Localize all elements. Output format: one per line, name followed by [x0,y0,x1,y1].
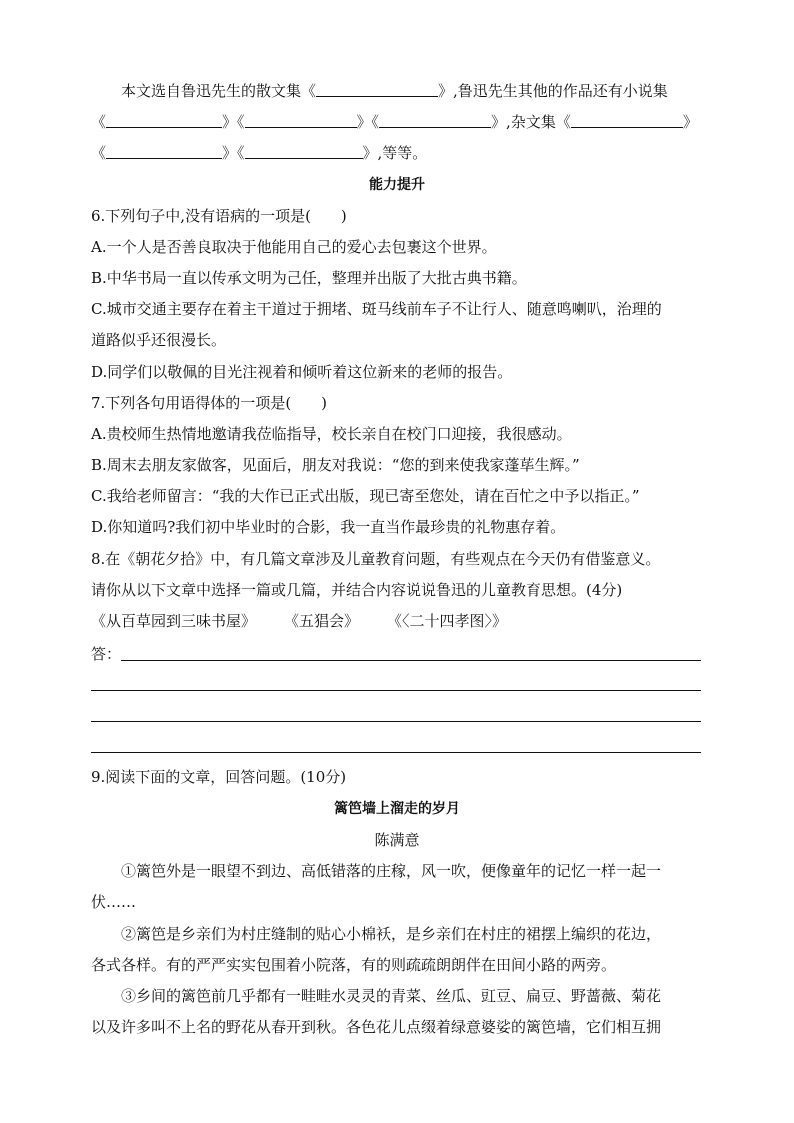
q6-option-d[interactable]: D.同学们以敬佩的目光注视着和倾听着这位新来的老师的报告。 [91,363,513,381]
intro-text: 》 [682,113,698,131]
blank-essay-1[interactable] [571,113,683,128]
intro-line-3 [91,143,706,163]
paragraph-2-line-2: 各式各样。有的严严实实包围着小院落，有的则疏疏朗朗伴在田间小路的两旁。 [91,956,617,974]
q7-stem: 7.下列各句用语得体的一项是( ) [91,394,328,412]
blank-novel-3[interactable] [379,113,491,128]
answer-line-2[interactable] [91,690,701,691]
q6-option-c-line-1[interactable]: C.城市交通主要存在着主干道过于拥堵、斑马线前车子不让行人、随意鸣喇叭，治理的 [91,300,662,318]
intro-line-1 [121,81,706,101]
article-title: 篱笆墙上溜走的岁月 [334,801,460,817]
intro-text: 》,鲁迅先生其他的作品还有小说集 [438,82,668,100]
paragraph-3-line-1: ③乡间的篱笆前几乎都有一畦畦水灵灵的青菜、丝瓜、豇豆、扁豆、野蔷薇、菊花 [121,987,662,1005]
blank-novel-2[interactable] [245,113,357,128]
q7-option-b[interactable]: B.周末去朋友家做客，见面后，朋友对我说：“您的到来使我家蓬荜生辉。” [91,456,580,474]
intro-text: 》《 [356,113,380,131]
paragraph-1-line-2: 伏…… [91,893,137,911]
answer-line-3[interactable] [91,721,701,722]
q8-option-2: 《五猖会》 [284,612,360,630]
blank-collection-title[interactable] [316,82,438,97]
intro-text: 》,等等。 [362,144,428,162]
section-title: 能力提升 [369,177,425,193]
intro-text: 》,杂文集《 [491,113,571,131]
q8-answer-label: 答： [91,645,122,663]
q6-stem: 6.下列句子中,没有语病的一项是( ) [91,207,347,225]
blank-essay-3[interactable] [245,144,363,159]
q7-option-c[interactable]: C.我给老师留言：“我的大作已正式出版，现已寄至您处，请在百忙之中予以指正。” [91,487,640,505]
intro-text: 《 [91,144,107,162]
q8-options [91,611,706,631]
q8-option-3: 《〈二十四孝图〉》 [387,612,508,630]
q8-stem-line-2: 请你从以下文章中选择一篇或几篇，并结合内容说说鲁迅的儿童教育思想。(4分) [91,581,623,599]
intro-text: 《 [91,113,107,131]
answer-line-4[interactable] [91,752,701,753]
q8-stem-line-1: 8.在《朝花夕拾》中，有几篇文章涉及儿童教育问题，有些观点在今天仍有借鉴意义。 [91,550,661,568]
article-author: 陈满意 [374,831,420,849]
intro-text: 》《 [222,113,245,131]
q6-option-b[interactable]: B.中华书局一直以传承文明为己任，整理并出版了大批古典书籍。 [91,269,527,287]
intro-text: 》《 [222,144,245,162]
intro-line-2 [91,112,706,132]
paragraph-1-line-1: ①篱笆外是一眼望不到边、高低错落的庄稼，风一吹，便像童年的记忆一样一起一 [121,862,662,880]
q7-option-a[interactable]: A.贵校师生热情地邀请我莅临指导，校长亲自在校门口迎接，我很感动。 [91,425,572,443]
q6-option-a[interactable]: A.一个人是否善良取决于他能用自己的爱心去包裹这个世界。 [91,238,497,256]
intro-text: 本文选自鲁迅先生的散文集《 [121,82,317,100]
paragraph-3-line-2: 以及许多叫不上名的野花从春开到秋。各色花儿点缀着绿意婆娑的篱笆墙，它们相互拥 [91,1018,662,1036]
q6-option-c-line-2[interactable]: 道路似乎还很漫长。 [91,331,227,349]
answer-line-1[interactable] [121,660,701,661]
q8-option-1: 《从百草园到三味书屋》 [91,612,257,630]
blank-novel-1[interactable] [106,113,222,128]
q9-stem: 9.阅读下面的文章，回答问题。(10分) [91,768,347,786]
blank-essay-2[interactable] [106,144,222,159]
q7-option-d[interactable]: D.你知道吗?我们初中毕业时的合影，我一直当作最珍贵的礼物惠存着。 [91,518,566,536]
paragraph-2-line-1: ②篱笆是乡亲们为村庄缝制的贴心小棉袄，是乡亲们在村庄的裙摆上编织的花边， [121,925,662,943]
